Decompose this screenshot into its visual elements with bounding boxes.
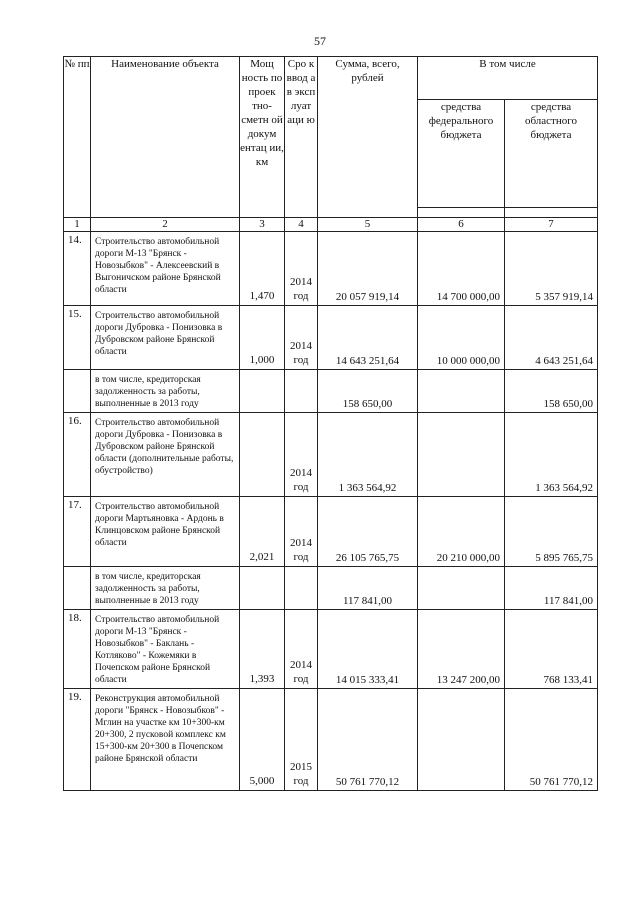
table-row — [64, 306, 598, 370]
commission-term — [285, 497, 318, 567]
federal-budget: 14 700 000,00 — [418, 232, 505, 306]
power-value — [240, 567, 285, 610]
column-number: 5 — [318, 218, 418, 232]
header-power: Мощ ность по проек тно- сметн ой докум ентац ии, км — [240, 57, 285, 218]
header-num: № пп — [64, 57, 91, 218]
object-name: Строительство автомобильной дороги Дубровка - Понизовка в Дубровском районе Брянской области (дополнительные работы, обустройство) — [91, 413, 240, 497]
regional-budget: 158 650,00 — [505, 370, 598, 413]
federal-budget — [418, 567, 505, 610]
power-value: 2,021 — [240, 497, 285, 567]
total-sum: 20 057 919,14 — [318, 232, 418, 306]
total-sum: 26 105 765,75 — [318, 497, 418, 567]
header-including: В том числе — [418, 57, 598, 100]
term-unit: год — [293, 290, 309, 302]
commission-term — [285, 689, 318, 791]
table-row — [64, 610, 598, 689]
federal-budget — [418, 370, 505, 413]
power-value: 1,470 — [240, 232, 285, 306]
column-number-row — [64, 218, 598, 232]
regional-budget: 4 643 251,64 — [505, 306, 598, 370]
power-value — [240, 413, 285, 497]
table-row — [64, 413, 598, 497]
object-name: Строительство автомобильной дороги М-13 "Брянск - Новозыбков" - Баклань - Котляково" - Кожемяки в Почепском районе Брянской области — [91, 610, 240, 689]
object-name: в том числе, кредиторская задолженность за работы, выполненные в 2013 году — [91, 370, 240, 413]
term-unit: год — [293, 551, 309, 563]
table-row — [64, 567, 598, 610]
power-value: 1,393 — [240, 610, 285, 689]
row-number: 14. — [64, 232, 91, 306]
term-year: 2015 — [290, 761, 312, 773]
regional-budget: 1 363 564,92 — [505, 413, 598, 497]
commission-term — [285, 610, 318, 689]
term-unit: год — [293, 673, 309, 685]
total-sum: 117 841,00 — [318, 567, 418, 610]
power-value: 5,000 — [240, 689, 285, 791]
regional-budget: 117 841,00 — [505, 567, 598, 610]
column-number: 1 — [64, 218, 91, 232]
header-name: Наименование объекта — [91, 57, 240, 218]
column-number: 3 — [240, 218, 285, 232]
term-unit: год — [293, 354, 309, 366]
total-sum: 14 015 333,41 — [318, 610, 418, 689]
term-year: 2014 — [290, 467, 312, 479]
federal-budget — [418, 689, 505, 791]
header-spacer — [505, 208, 598, 218]
table-row — [64, 232, 598, 306]
header-regional: средства областного бюджета — [505, 99, 598, 207]
federal-budget: 20 210 000,00 — [418, 497, 505, 567]
budget-table — [63, 56, 598, 791]
commission-term — [285, 567, 318, 610]
header-sum: Сумма, всего, рублей — [318, 57, 418, 218]
object-name: Строительство автомобильной дороги Мартьяновка - Ардонь в Клинцовском районе Брянской области — [91, 497, 240, 567]
commission-term — [285, 370, 318, 413]
term-unit: год — [293, 775, 309, 787]
table-row — [64, 689, 598, 791]
term-year: 2014 — [290, 659, 312, 671]
column-number: 7 — [505, 218, 598, 232]
power-value: 1,000 — [240, 306, 285, 370]
table-row — [64, 497, 598, 567]
column-number: 6 — [418, 218, 505, 232]
term-year: 2014 — [290, 276, 312, 288]
federal-budget — [418, 413, 505, 497]
page-number: 57 — [314, 34, 326, 48]
row-number: 16. — [64, 413, 91, 497]
federal-budget: 10 000 000,00 — [418, 306, 505, 370]
power-value — [240, 370, 285, 413]
object-name: Строительство автомобильной дороги М-13 "Брянск - Новозыбков" - Алексеевский в Выгоничском районе Брянской области — [91, 232, 240, 306]
commission-term — [285, 413, 318, 497]
term-unit: год — [293, 481, 309, 493]
row-number — [64, 567, 91, 610]
commission-term — [285, 306, 318, 370]
row-number: 19. — [64, 689, 91, 791]
header-term: Сро к ввод а в эксп луат аци ю — [285, 57, 318, 218]
row-number: 15. — [64, 306, 91, 370]
object-name: Строительство автомобильной дороги Дубровка - Понизовка в Дубровском районе Брянской области — [91, 306, 240, 370]
commission-term — [285, 232, 318, 306]
column-number: 4 — [285, 218, 318, 232]
total-sum: 1 363 564,92 — [318, 413, 418, 497]
header-spacer — [418, 208, 505, 218]
object-name: Реконструкция автомобильной дороги "Брянск - Новозыбков" - Мглин на участке км 10+300-км 20+300, 2 пусковой комплекс км 15+300-км 20+300 в Почепском районе Брянской области — [91, 689, 240, 791]
table-row — [64, 370, 598, 413]
regional-budget: 50 761 770,12 — [505, 689, 598, 791]
regional-budget: 5 357 919,14 — [505, 232, 598, 306]
term-year: 2014 — [290, 340, 312, 352]
row-number: 18. — [64, 610, 91, 689]
term-year: 2014 — [290, 537, 312, 549]
regional-budget: 5 895 765,75 — [505, 497, 598, 567]
header-federal: средства федерального бюджета — [418, 99, 505, 207]
total-sum: 50 761 770,12 — [318, 689, 418, 791]
column-number: 2 — [91, 218, 240, 232]
regional-budget: 768 133,41 — [505, 610, 598, 689]
total-sum: 14 643 251,64 — [318, 306, 418, 370]
federal-budget: 13 247 200,00 — [418, 610, 505, 689]
row-number — [64, 370, 91, 413]
total-sum: 158 650,00 — [318, 370, 418, 413]
row-number: 17. — [64, 497, 91, 567]
object-name: в том числе, кредиторская задолженность за работы, выполненные в 2013 году — [91, 567, 240, 610]
